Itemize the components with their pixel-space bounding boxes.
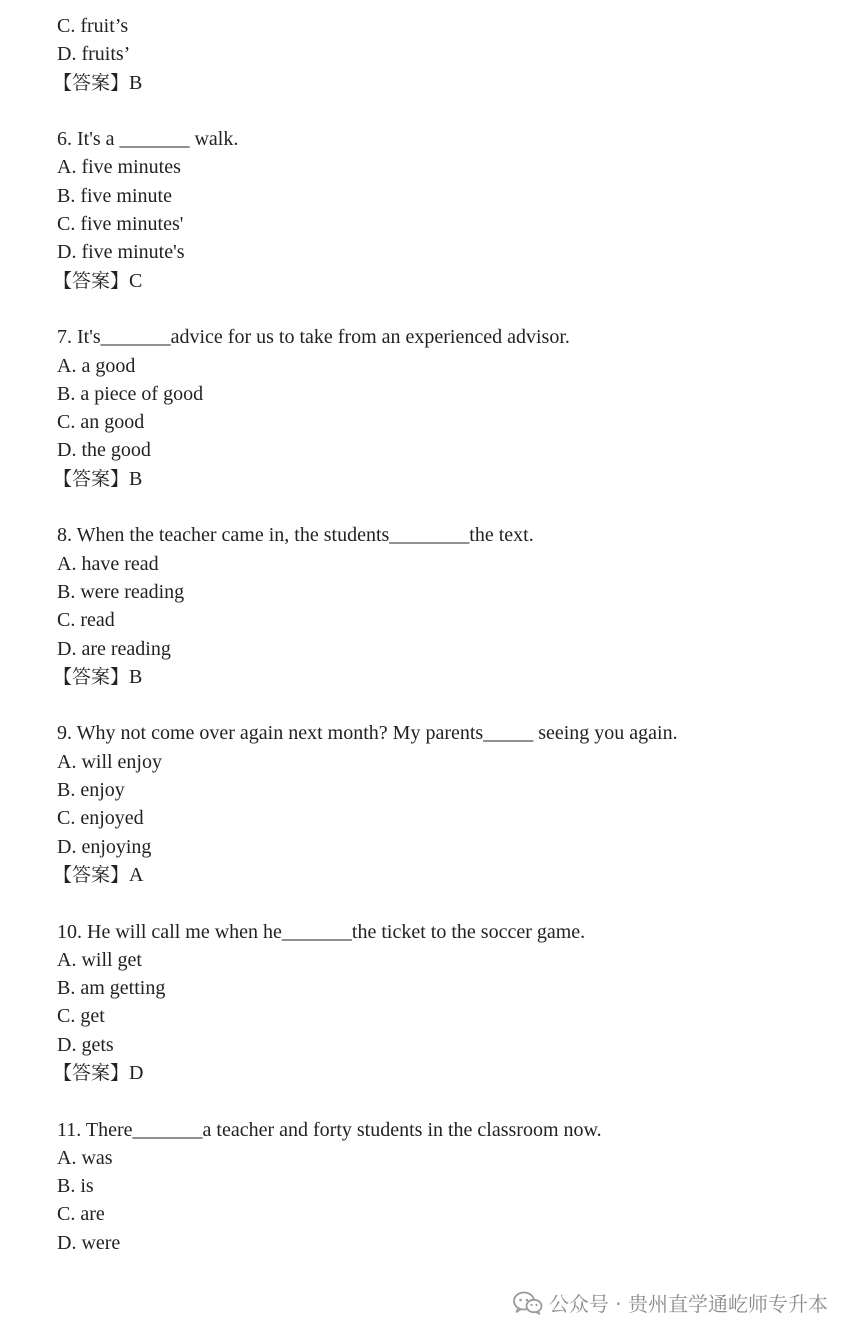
- answer-label: 【答案】: [53, 467, 130, 490]
- answer-line: [53, 69, 837, 97]
- watermark-text: 公众号 · 贵州直学通屹师专升本: [548, 1292, 828, 1316]
- option-c: C. get: [57, 1005, 105, 1028]
- option-b: B. is: [57, 1175, 94, 1198]
- answer-line: [53, 663, 837, 691]
- answer-line: [53, 465, 837, 493]
- option-a: A. a good: [57, 354, 136, 377]
- document-page: [53, 12, 837, 1257]
- answer-value: B: [129, 71, 143, 94]
- answer-value: B: [129, 467, 143, 490]
- option-c: C. fruit’s: [57, 15, 129, 37]
- answer-label: 【答案】: [53, 665, 130, 688]
- answer-value: D: [129, 1061, 144, 1084]
- option-d: D. were: [57, 1231, 121, 1254]
- option-d: D. the good: [57, 439, 151, 462]
- option-d: D. enjoying: [57, 835, 152, 858]
- option-a: A. have read: [57, 552, 159, 575]
- option-c: C. enjoyed: [57, 807, 144, 830]
- option-a: A. was: [57, 1146, 113, 1169]
- option-b: B. were reading: [57, 580, 185, 603]
- option-a: A. will enjoy: [57, 750, 162, 773]
- question-stem: 7. It's_______advice for us to take from an experienced advisor.: [57, 326, 570, 349]
- option-b: B. a piece of good: [57, 382, 204, 405]
- option-c: C. read: [57, 609, 115, 632]
- question-stem: 8. When the teacher came in, the students________the text.: [57, 524, 534, 547]
- option-d: D. fruits’: [57, 43, 131, 66]
- option-d: D. five minute's: [57, 241, 185, 264]
- option-a: A. five minutes: [57, 156, 181, 179]
- option-d: D. gets: [57, 1033, 114, 1056]
- watermark: [513, 1288, 828, 1317]
- question-11: [57, 1116, 837, 1257]
- answer-label: 【答案】: [53, 863, 130, 886]
- question-8: [53, 521, 837, 691]
- option-d: D. are reading: [57, 637, 171, 660]
- answer-value: C: [129, 269, 143, 292]
- answer-line: [53, 861, 837, 889]
- option-a: A. will get: [57, 948, 142, 971]
- answer-line: [53, 267, 837, 295]
- answer-value: B: [129, 665, 143, 688]
- question-stem: 9. Why not come over again next month? My parents_____ seeing you again.: [57, 722, 678, 745]
- answer-label: 【答案】: [53, 71, 130, 94]
- question-7: [53, 323, 837, 493]
- answer-label: 【答案】: [53, 1061, 130, 1084]
- question-10: [53, 918, 837, 1088]
- question-stem: 11. There_______a teacher and forty students in the classroom now.: [57, 1118, 602, 1141]
- question-5-fragment: [53, 12, 837, 97]
- option-c: C. five minutes': [57, 213, 184, 236]
- answer-value: A: [129, 863, 144, 886]
- wechat-icon: [513, 1291, 543, 1315]
- option-b: B. am getting: [57, 977, 166, 1000]
- option-c: C. are: [57, 1203, 105, 1226]
- answer-line: [53, 1059, 837, 1087]
- option-b: B. five minute: [57, 184, 172, 207]
- question-6: [53, 125, 837, 295]
- question-9: [53, 719, 837, 889]
- question-stem: 10. He will call me when he_______the ticket to the soccer game.: [57, 920, 586, 943]
- option-c: C. an good: [57, 411, 145, 434]
- answer-label: 【答案】: [53, 269, 130, 292]
- question-stem: 6. It's a _______ walk.: [57, 128, 239, 151]
- option-b: B. enjoy: [57, 779, 125, 802]
